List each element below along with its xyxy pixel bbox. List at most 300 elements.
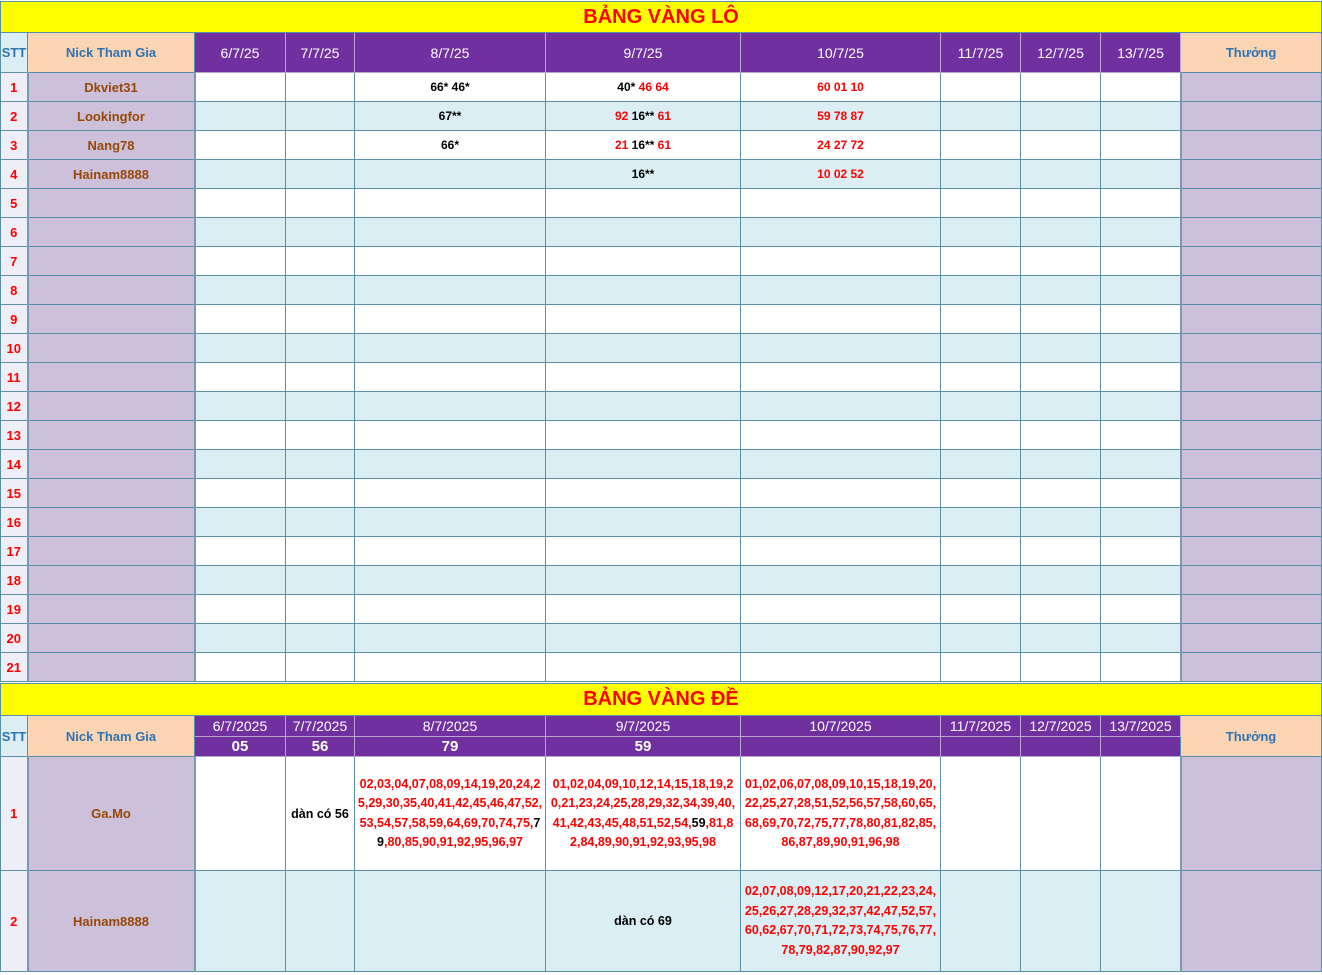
- lo-table-row: [1, 102, 1322, 131]
- lo-pick-cell[interactable]: [195, 450, 286, 479]
- de-thuong-header: Thưởng: [1181, 716, 1322, 757]
- lo-pick-cell[interactable]: [941, 131, 1021, 160]
- de-result-cell: 59: [546, 737, 741, 757]
- row-number: 10: [1, 334, 28, 363]
- lo-title: BẢNG VÀNG LÔ: [1, 2, 1322, 33]
- lo-pick-cell[interactable]: [741, 537, 941, 566]
- lo-nick-header: Nick Tham Gia: [28, 33, 195, 73]
- de-pick-cell[interactable]: [195, 757, 286, 871]
- reward-cell[interactable]: [1181, 624, 1322, 653]
- lo-pick-cell[interactable]: [355, 218, 546, 247]
- number-set: [741, 775, 940, 853]
- lo-pick-cell[interactable]: [1101, 276, 1181, 305]
- lo-pick-cell[interactable]: [941, 508, 1021, 537]
- lo-pick-cell[interactable]: [941, 305, 1021, 334]
- de-pick-cell[interactable]: [941, 757, 1021, 871]
- de-pick-cell[interactable]: [355, 757, 546, 871]
- lo-pick-cell[interactable]: [546, 624, 741, 653]
- de-pick-cell[interactable]: [355, 871, 546, 972]
- de-pick-cell[interactable]: [1101, 871, 1181, 972]
- lo-pick-cell[interactable]: [286, 189, 355, 218]
- reward-cell[interactable]: [1181, 595, 1322, 624]
- lo-pick-cell[interactable]: [741, 160, 941, 189]
- player-nick[interactable]: [28, 566, 195, 595]
- pick-numbers: 66* 46*: [430, 80, 470, 94]
- lo-pick-cell[interactable]: [941, 479, 1021, 508]
- reward-cell[interactable]: [1181, 160, 1322, 189]
- player-nick[interactable]: [28, 247, 195, 276]
- lo-pick-cell[interactable]: [195, 102, 286, 131]
- lo-pick-cell[interactable]: [286, 624, 355, 653]
- lo-pick-cell[interactable]: [195, 566, 286, 595]
- player-nick[interactable]: [28, 334, 195, 363]
- lo-pick-cell[interactable]: [546, 276, 741, 305]
- lo-pick-cell[interactable]: [286, 73, 355, 102]
- de-pick-cell[interactable]: [195, 871, 286, 972]
- lo-pick-cell[interactable]: [1021, 189, 1101, 218]
- de-header-row: [1, 716, 1322, 737]
- de-result-cell: 05: [195, 737, 286, 757]
- player-nick[interactable]: [28, 479, 195, 508]
- row-number: 17: [1, 537, 28, 566]
- pick-numbers: 46 64: [638, 80, 669, 94]
- lo-pick-cell[interactable]: [355, 189, 546, 218]
- lo-pick-cell[interactable]: [741, 450, 941, 479]
- lo-pick-cell[interactable]: [1101, 305, 1181, 334]
- lo-pick-cell[interactable]: [1101, 595, 1181, 624]
- lo-pick-cell[interactable]: [941, 566, 1021, 595]
- lo-pick-cell[interactable]: [1101, 450, 1181, 479]
- pick-numbers: 59 78 87: [817, 109, 864, 123]
- lo-pick-cell[interactable]: [941, 653, 1021, 682]
- lo-pick-cell[interactable]: [1101, 247, 1181, 276]
- lo-pick-cell[interactable]: [941, 363, 1021, 392]
- lo-pick-cell[interactable]: [355, 508, 546, 537]
- player-nick[interactable]: [28, 363, 195, 392]
- player-nick[interactable]: Nang78: [28, 131, 195, 160]
- lo-table-row: [1, 334, 1322, 363]
- row-number: 1: [1, 73, 28, 102]
- player-nick[interactable]: Hainam8888: [28, 871, 195, 972]
- lo-pick-cell[interactable]: [355, 624, 546, 653]
- lo-pick-cell[interactable]: [1021, 305, 1101, 334]
- lo-pick-cell[interactable]: [741, 218, 941, 247]
- lo-pick-cell[interactable]: [1021, 102, 1101, 131]
- player-nick[interactable]: Ga.Mo: [28, 757, 195, 871]
- lo-pick-cell[interactable]: [1101, 653, 1181, 682]
- lo-pick-cell[interactable]: [546, 508, 741, 537]
- lo-pick-cell[interactable]: [1021, 392, 1101, 421]
- lo-pick-cell[interactable]: [286, 363, 355, 392]
- lo-pick-cell[interactable]: [1021, 653, 1101, 682]
- row-number: 6: [1, 218, 28, 247]
- lo-pick-cell[interactable]: [941, 276, 1021, 305]
- lo-pick-cell[interactable]: [355, 421, 546, 450]
- lo-pick-cell[interactable]: [1101, 479, 1181, 508]
- lo-pick-cell[interactable]: [941, 160, 1021, 189]
- reward-cell[interactable]: [1181, 218, 1322, 247]
- pick-numbers: 21: [614, 138, 632, 152]
- row-number: 21: [1, 653, 28, 682]
- lo-pick-cell[interactable]: [546, 392, 741, 421]
- lo-pick-cell[interactable]: [195, 73, 286, 102]
- reward-cell[interactable]: [1181, 392, 1322, 421]
- lo-pick-cell[interactable]: [941, 537, 1021, 566]
- lo-pick-cell[interactable]: [1021, 595, 1101, 624]
- de-result-row: [1, 737, 1322, 757]
- lo-pick-cell[interactable]: [355, 276, 546, 305]
- pick-numbers: ,80,85,90,91,92,95,96,97: [383, 835, 523, 849]
- de-pick-cell[interactable]: [546, 871, 741, 972]
- lo-pick-cell[interactable]: [741, 334, 941, 363]
- reward-cell[interactable]: [1181, 566, 1322, 595]
- lo-pick-cell[interactable]: [1021, 276, 1101, 305]
- lo-pick-cell[interactable]: [286, 653, 355, 682]
- lo-pick-cell[interactable]: [355, 479, 546, 508]
- lo-pick-cell[interactable]: [195, 276, 286, 305]
- lo-pick-cell[interactable]: [546, 131, 741, 160]
- reward-cell[interactable]: [1181, 73, 1322, 102]
- lo-pick-cell[interactable]: [286, 247, 355, 276]
- lo-pick-cell[interactable]: [546, 450, 741, 479]
- lo-pick-cell[interactable]: [546, 537, 741, 566]
- lo-pick-cell[interactable]: [546, 566, 741, 595]
- lo-pick-cell[interactable]: [741, 479, 941, 508]
- pick-numbers: 66*: [440, 138, 460, 152]
- reward-cell[interactable]: [1181, 131, 1322, 160]
- lo-date-header: 9/7/25: [546, 33, 741, 73]
- lo-pick-cell[interactable]: [546, 160, 741, 189]
- lo-pick-cell[interactable]: [1021, 131, 1101, 160]
- lo-pick-cell[interactable]: [195, 653, 286, 682]
- pick-numbers: 40*: [617, 80, 639, 94]
- pick-numbers: 01,02,04,09,10,12,14,15,18,19,20,21,23,24,25,28,29,32,34,39,40,41,42,43,45,48,51,52,54,: [550, 776, 736, 830]
- lo-pick-cell[interactable]: [941, 73, 1021, 102]
- lo-pick-cell[interactable]: [195, 160, 286, 189]
- de-date-header: 10/7/2025: [741, 716, 941, 737]
- pick-note: dàn có 69: [614, 914, 672, 928]
- lo-pick-cell[interactable]: [195, 537, 286, 566]
- reward-cell[interactable]: [1181, 450, 1322, 479]
- player-nick[interactable]: Hainam8888: [28, 160, 195, 189]
- lo-pick-cell[interactable]: [1021, 247, 1101, 276]
- reward-cell[interactable]: [1181, 757, 1322, 871]
- reward-cell[interactable]: [1181, 363, 1322, 392]
- player-nick[interactable]: Dkviet31: [28, 73, 195, 102]
- lo-pick-cell[interactable]: [941, 102, 1021, 131]
- de-date-header: 13/7/2025: [1101, 716, 1181, 737]
- lo-pick-cell[interactable]: [546, 102, 741, 131]
- de-stt-header: STT: [1, 716, 28, 757]
- lo-pick-cell[interactable]: [195, 189, 286, 218]
- reward-cell[interactable]: [1181, 276, 1322, 305]
- lo-pick-cell[interactable]: [355, 392, 546, 421]
- de-pick-cell[interactable]: [286, 757, 355, 871]
- row-number: 1: [1, 757, 28, 871]
- lo-pick-cell[interactable]: [1101, 624, 1181, 653]
- lo-pick-cell[interactable]: [546, 653, 741, 682]
- lo-table-row: [1, 247, 1322, 276]
- lo-pick-cell[interactable]: [355, 305, 546, 334]
- lo-pick-cell[interactable]: [1021, 160, 1101, 189]
- lo-pick-cell[interactable]: [546, 305, 741, 334]
- lo-pick-cell[interactable]: [286, 595, 355, 624]
- lo-table-row: [1, 421, 1322, 450]
- lo-date-header: 11/7/25: [941, 33, 1021, 73]
- lo-pick-cell[interactable]: [195, 131, 286, 160]
- lo-pick-cell[interactable]: [355, 102, 546, 131]
- lo-pick-cell[interactable]: [286, 131, 355, 160]
- player-nick[interactable]: [28, 218, 195, 247]
- lo-pick-cell[interactable]: [286, 450, 355, 479]
- lo-pick-cell[interactable]: [1101, 160, 1181, 189]
- lo-pick-cell[interactable]: [741, 247, 941, 276]
- de-pick-cell[interactable]: [741, 757, 941, 871]
- pick-numbers: 16**: [631, 167, 655, 181]
- lo-pick-cell[interactable]: [355, 73, 546, 102]
- lo-pick-cell[interactable]: [355, 595, 546, 624]
- lo-table-row: [1, 131, 1322, 160]
- reward-cell[interactable]: [1181, 247, 1322, 276]
- lo-pick-cell[interactable]: [195, 247, 286, 276]
- lo-pick-cell[interactable]: [741, 392, 941, 421]
- lo-pick-cell[interactable]: [195, 218, 286, 247]
- lo-pick-cell[interactable]: [1021, 421, 1101, 450]
- lo-pick-cell[interactable]: [741, 73, 941, 102]
- lo-table-row: [1, 537, 1322, 566]
- lo-pick-cell[interactable]: [941, 595, 1021, 624]
- reward-cell[interactable]: [1181, 305, 1322, 334]
- player-nick[interactable]: [28, 305, 195, 334]
- lo-pick-cell[interactable]: [741, 131, 941, 160]
- de-nick-header: Nick Tham Gia: [28, 716, 195, 757]
- lo-pick-cell[interactable]: [195, 363, 286, 392]
- reward-cell[interactable]: [1181, 421, 1322, 450]
- lo-pick-cell[interactable]: [1101, 189, 1181, 218]
- lo-pick-cell[interactable]: [1101, 421, 1181, 450]
- player-nick[interactable]: [28, 392, 195, 421]
- reward-cell[interactable]: [1181, 102, 1322, 131]
- de-pick-cell[interactable]: [1101, 757, 1181, 871]
- lo-pick-cell[interactable]: [741, 305, 941, 334]
- de-date-header: 7/7/2025: [286, 716, 355, 737]
- row-number: 11: [1, 363, 28, 392]
- lo-pick-cell[interactable]: [195, 421, 286, 450]
- lo-pick-cell[interactable]: [1101, 508, 1181, 537]
- pick-numbers: 10 02 52: [817, 167, 864, 181]
- player-nick[interactable]: [28, 508, 195, 537]
- lo-pick-cell[interactable]: [941, 392, 1021, 421]
- lo-pick-cell[interactable]: [1101, 566, 1181, 595]
- lo-pick-cell[interactable]: [355, 653, 546, 682]
- lo-pick-cell[interactable]: [741, 653, 941, 682]
- row-number: 4: [1, 160, 28, 189]
- lo-pick-cell[interactable]: [546, 189, 741, 218]
- de-pick-cell[interactable]: [1021, 871, 1101, 972]
- lo-pick-cell[interactable]: [286, 421, 355, 450]
- de-pick-cell[interactable]: [546, 757, 741, 871]
- row-number: 3: [1, 131, 28, 160]
- lo-pick-cell[interactable]: [195, 392, 286, 421]
- lo-pick-cell[interactable]: [741, 508, 941, 537]
- lo-pick-cell[interactable]: [546, 421, 741, 450]
- lo-pick-cell[interactable]: [1021, 450, 1101, 479]
- row-number: 2: [1, 871, 28, 972]
- lo-pick-cell[interactable]: [1021, 363, 1101, 392]
- lo-pick-cell[interactable]: [546, 595, 741, 624]
- lo-pick-cell[interactable]: [1101, 363, 1181, 392]
- lo-pick-cell[interactable]: [286, 102, 355, 131]
- lo-pick-cell[interactable]: [1101, 102, 1181, 131]
- pick-numbers: ,81,82,84,89,90,91,92,93,95,98: [570, 815, 734, 849]
- reward-cell[interactable]: [1181, 653, 1322, 682]
- lo-pick-cell[interactable]: [286, 508, 355, 537]
- lo-pick-cell[interactable]: [355, 334, 546, 363]
- lo-pick-cell[interactable]: [546, 247, 741, 276]
- lo-pick-cell[interactable]: [355, 363, 546, 392]
- lo-pick-cell[interactable]: [1021, 334, 1101, 363]
- lo-pick-cell[interactable]: [1101, 73, 1181, 102]
- lo-pick-cell[interactable]: [355, 131, 546, 160]
- de-date-header: 6/7/2025: [195, 716, 286, 737]
- lo-pick-cell[interactable]: [1021, 537, 1101, 566]
- lo-table-row: [1, 508, 1322, 537]
- de-date-header: 8/7/2025: [355, 716, 546, 737]
- lo-pick-cell[interactable]: [741, 363, 941, 392]
- reward-cell[interactable]: [1181, 334, 1322, 363]
- row-number: 12: [1, 392, 28, 421]
- player-nick[interactable]: [28, 595, 195, 624]
- lo-pick-cell[interactable]: [546, 73, 741, 102]
- lo-date-header: 12/7/25: [1021, 33, 1101, 73]
- lo-pick-cell[interactable]: [286, 276, 355, 305]
- pick-numbers: 60 01 10: [817, 80, 864, 94]
- lo-pick-cell[interactable]: [546, 363, 741, 392]
- lo-pick-cell[interactable]: [1101, 131, 1181, 160]
- de-pick-cell[interactable]: [1021, 757, 1101, 871]
- lo-pick-cell[interactable]: [355, 566, 546, 595]
- pick-numbers: 01,02,06,07,08,09,10,15,18,19,20,22,25,27,28,51,52,56,57,58,60,65,68,69,70,72,75,77,78,80,81,82,85,86,87,89,90,91,96,98: [744, 776, 937, 849]
- de-result-cell: [741, 737, 941, 757]
- row-number: 20: [1, 624, 28, 653]
- reward-cell[interactable]: [1181, 508, 1322, 537]
- lo-pick-cell[interactable]: [1021, 218, 1101, 247]
- lo-pick-cell[interactable]: [741, 566, 941, 595]
- lo-pick-cell[interactable]: [941, 189, 1021, 218]
- reward-cell[interactable]: [1181, 871, 1322, 972]
- lo-pick-cell[interactable]: [941, 421, 1021, 450]
- lo-pick-cell[interactable]: [286, 537, 355, 566]
- lo-pick-cell[interactable]: [195, 624, 286, 653]
- de-result-cell: [941, 737, 1021, 757]
- player-nick[interactable]: [28, 653, 195, 682]
- lo-pick-cell[interactable]: [941, 218, 1021, 247]
- lo-pick-cell[interactable]: [286, 334, 355, 363]
- lo-pick-cell[interactable]: [941, 334, 1021, 363]
- lo-pick-cell[interactable]: [1101, 218, 1181, 247]
- row-number: 5: [1, 189, 28, 218]
- de-date-header: 11/7/2025: [941, 716, 1021, 737]
- reward-cell[interactable]: [1181, 479, 1322, 508]
- de-pick-cell[interactable]: [286, 871, 355, 972]
- reward-cell[interactable]: [1181, 189, 1322, 218]
- de-result-cell: 56: [286, 737, 355, 757]
- lo-pick-cell[interactable]: [741, 102, 941, 131]
- lo-pick-cell[interactable]: [286, 566, 355, 595]
- pick-numbers: 92: [614, 109, 632, 123]
- player-nick[interactable]: [28, 276, 195, 305]
- player-nick[interactable]: [28, 421, 195, 450]
- lo-pick-cell[interactable]: [546, 218, 741, 247]
- player-nick[interactable]: [28, 189, 195, 218]
- lo-pick-cell[interactable]: [1101, 392, 1181, 421]
- lo-date-header: 10/7/25: [741, 33, 941, 73]
- lo-pick-cell[interactable]: [941, 247, 1021, 276]
- lo-pick-cell[interactable]: [941, 624, 1021, 653]
- lo-thuong-header: Thưởng: [1181, 33, 1322, 73]
- lo-pick-cell[interactable]: [286, 392, 355, 421]
- lo-pick-cell[interactable]: [355, 160, 546, 189]
- lo-pick-cell[interactable]: [1021, 624, 1101, 653]
- lo-pick-cell[interactable]: [195, 334, 286, 363]
- player-nick[interactable]: [28, 624, 195, 653]
- lo-pick-cell[interactable]: [1101, 537, 1181, 566]
- lo-pick-cell[interactable]: [546, 479, 741, 508]
- lo-pick-cell[interactable]: [355, 247, 546, 276]
- number-set: [546, 775, 740, 853]
- lo-pick-cell[interactable]: [741, 624, 941, 653]
- lo-pick-cell[interactable]: [195, 479, 286, 508]
- lo-pick-cell[interactable]: [741, 595, 941, 624]
- pick-numbers: 02,03,04,07,08,09,14,19,20,24,25,29,30,35,40,41,42,45,46,47,52,53,54,57,58,59,64,69,70,74,75,: [357, 776, 543, 830]
- lo-pick-cell[interactable]: [195, 305, 286, 334]
- player-nick[interactable]: Lookingfor: [28, 102, 195, 131]
- lo-pick-cell[interactable]: [741, 276, 941, 305]
- lo-pick-cell[interactable]: [195, 595, 286, 624]
- lo-pick-cell[interactable]: [355, 450, 546, 479]
- de-table-row: [1, 871, 1322, 972]
- row-number: 7: [1, 247, 28, 276]
- lo-pick-cell[interactable]: [286, 218, 355, 247]
- lo-pick-cell[interactable]: [941, 450, 1021, 479]
- pick-numbers: 16**: [631, 109, 658, 123]
- lo-table-row: [1, 450, 1322, 479]
- lo-pick-cell[interactable]: [195, 508, 286, 537]
- lo-pick-cell[interactable]: [286, 305, 355, 334]
- lo-pick-cell[interactable]: [741, 189, 941, 218]
- lo-pick-cell[interactable]: [546, 334, 741, 363]
- lo-pick-cell[interactable]: [286, 479, 355, 508]
- lo-pick-cell[interactable]: [1021, 508, 1101, 537]
- player-nick[interactable]: [28, 537, 195, 566]
- de-pick-cell[interactable]: [741, 871, 941, 972]
- de-date-header: 12/7/2025: [1021, 716, 1101, 737]
- lo-pick-cell[interactable]: [355, 537, 546, 566]
- lo-table-row: [1, 363, 1322, 392]
- row-number: 19: [1, 595, 28, 624]
- pick-numbers: 02,07,08,09,12,17,20,21,22,23,24,25,26,27,28,29,32,37,42,47,52,57,60,62,67,70,71,72,73,74,75,76,77,78,79,82,87,90,92,97: [744, 884, 937, 957]
- pick-numbers: 67**: [438, 109, 462, 123]
- lo-pick-cell[interactable]: [1021, 566, 1101, 595]
- lo-pick-cell[interactable]: [1101, 334, 1181, 363]
- reward-cell[interactable]: [1181, 537, 1322, 566]
- lo-pick-cell[interactable]: [1021, 479, 1101, 508]
- lo-pick-cell[interactable]: [286, 160, 355, 189]
- player-nick[interactable]: [28, 450, 195, 479]
- lo-pick-cell[interactable]: [1021, 73, 1101, 102]
- de-pick-cell[interactable]: [941, 871, 1021, 972]
- lo-pick-cell[interactable]: [741, 421, 941, 450]
